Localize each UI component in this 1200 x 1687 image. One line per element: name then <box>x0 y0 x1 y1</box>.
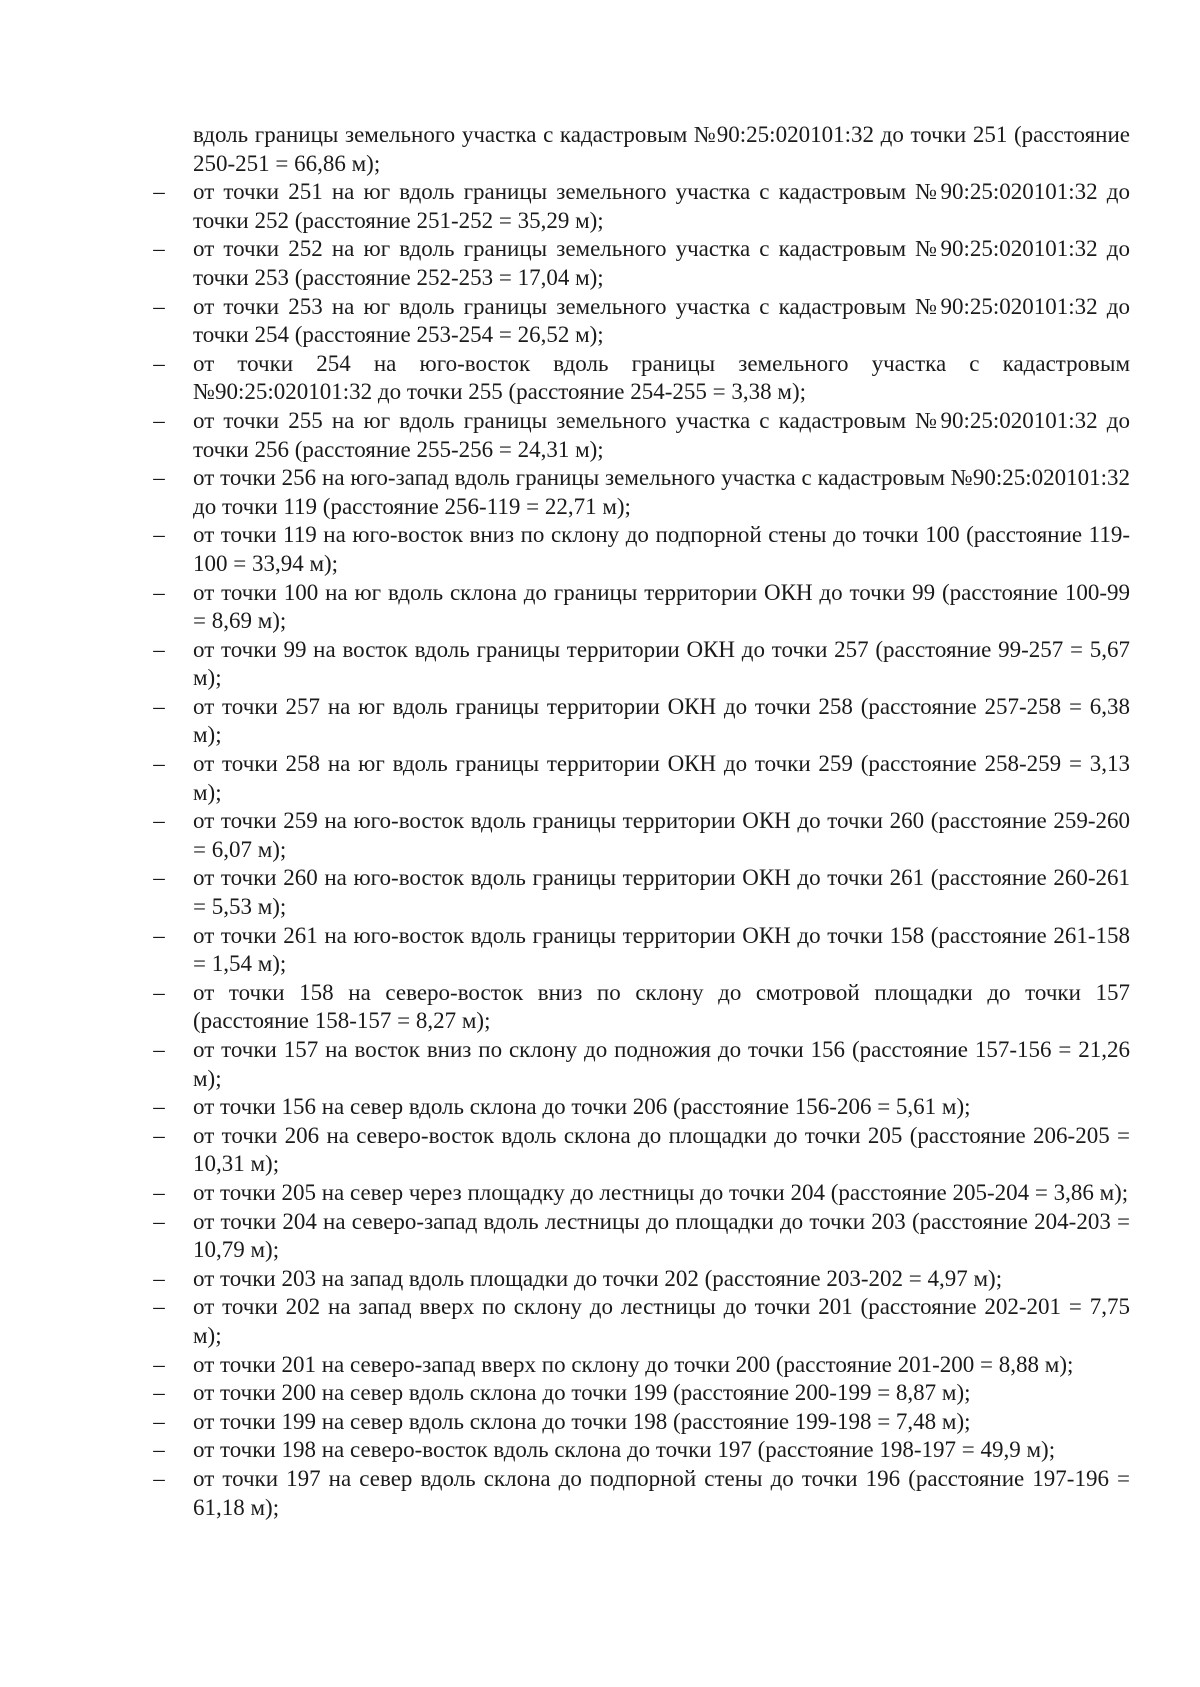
dash-bullet: – <box>153 922 165 948</box>
list-item-text: от точки 206 на северо-восток вдоль склона до площадки до точки 205 (расстояние 206-205 = 10,31 м); <box>193 1122 1130 1177</box>
list-item <box>153 1436 1130 1465</box>
list-item-text: от точки 258 на юг вдоль границы территории ОКН до точки 259 (расстояние 258-259 = 3,13 м); <box>193 751 1130 805</box>
list-item-text: от точки 197 на север вдоль склона до подпорной стены до точки 196 (расстояние 197-196 = 61,18 м); <box>193 1465 1130 1520</box>
dash-bullet: – <box>153 1037 165 1062</box>
dash-bullet: – <box>153 1094 165 1120</box>
list-item <box>153 1408 1130 1437</box>
list-item <box>153 922 1130 979</box>
list-item-text: от точки 198 на северо-восток вдоль склона до точки 197 (расстояние 198-197 = 49,9 м); <box>193 1437 1056 1463</box>
list-item-text: от точки 158 на северо-восток вниз по склону до смотровой площадки до точки 157 (расстояние 158-157 = 8,27 м); <box>193 979 1130 1034</box>
dash-bullet: – <box>153 1179 165 1205</box>
list-item <box>153 807 1130 864</box>
list-item-text: от точки 205 на север через площадку до лестницы до точки 204 (расстояние 205-204 = 3,86 м); <box>193 1179 1129 1205</box>
document-body <box>153 121 1130 1522</box>
boundary-description-list <box>153 178 1130 1522</box>
list-item <box>153 750 1130 807</box>
list-item <box>153 1293 1130 1350</box>
list-item-text: от точки 204 на северо-запад вдоль лестницы до площадки до точки 203 (расстояние 204-203 = 10,79 м); <box>193 1208 1130 1263</box>
dash-bullet: – <box>153 293 165 319</box>
list-item <box>153 1122 1130 1179</box>
list-item-text: от точки 253 на юг вдоль границы земельного участка с кадастровым №90:25:020101:32 до точки 254 (расстояние 253-254 = 26,52 м); <box>193 293 1130 348</box>
dash-bullet: – <box>153 1208 165 1234</box>
list-item <box>153 693 1130 750</box>
list-item-text: от точки 252 на юг вдоль границы земельного участка с кадастровым №90:25:020101:32 до точки 253 (расстояние 252-253 = 17,04 м); <box>193 236 1130 290</box>
dash-bullet: – <box>153 465 165 491</box>
list-item <box>153 1265 1130 1294</box>
list-item-text: от точки 201 на северо-запад вверх по склону до точки 200 (расстояние 201-200 = 8,88 м); <box>193 1351 1074 1377</box>
list-item <box>153 407 1130 464</box>
list-item <box>153 579 1130 636</box>
dash-bullet: – <box>153 579 165 605</box>
list-item <box>153 1379 1130 1408</box>
list-item <box>153 178 1130 235</box>
list-item-text: от точки 257 на юг вдоль границы территории ОКН до точки 258 (расстояние 257-258 = 6,38 м); <box>193 693 1130 748</box>
dash-bullet: – <box>153 1294 165 1320</box>
dash-bullet: – <box>153 979 165 1005</box>
list-item-text: от точки 254 на юго-восток вдоль границы земельного участка с кадастровым №90:25:020101:32 до точки 255 (расстояние 254-255 = 3,38 м); <box>193 350 1130 405</box>
list-item <box>153 1465 1130 1522</box>
list-item-text: от точки 202 на запад вверх по склону до лестницы до точки 201 (расстояние 202-201 = 7,75 м); <box>193 1294 1130 1348</box>
dash-bullet: – <box>153 865 165 891</box>
list-item-text: от точки 260 на юго-восток вдоль границы территории ОКН до точки 261 (расстояние 260-261 = 5,53 м); <box>193 865 1130 920</box>
dash-bullet: – <box>153 236 165 262</box>
dash-bullet: – <box>153 1408 165 1434</box>
list-item <box>153 1208 1130 1265</box>
list-item-text: от точки 157 на восток вниз по склону до подножия до точки 156 (расстояние 157-156 = 21,26 м); <box>193 1037 1130 1091</box>
list-item <box>153 350 1130 407</box>
dash-bullet: – <box>153 1437 165 1463</box>
dash-bullet: – <box>153 1380 165 1406</box>
dash-bullet: – <box>153 1265 165 1291</box>
list-item <box>153 1036 1130 1093</box>
list-item-text: от точки 255 на юг вдоль границы земельного участка с кадастровым №90:25:020101:32 до точки 256 (расстояние 255-256 = 24,31 м); <box>193 407 1130 462</box>
list-item-text: от точки 199 на север вдоль склона до точки 198 (расстояние 199-198 = 7,48 м); <box>193 1408 971 1434</box>
dash-bullet: – <box>153 350 165 376</box>
list-item-text: от точки 203 на запад вдоль площадки до точки 202 (расстояние 203-202 = 4,97 м); <box>193 1265 1003 1291</box>
dash-bullet: – <box>153 407 165 433</box>
list-item-text: от точки 251 на юг вдоль границы земельного участка с кадастровым №90:25:020101:32 до точки 252 (расстояние 251-252 = 35,29 м); <box>193 179 1130 233</box>
dash-bullet: – <box>153 636 165 662</box>
list-item <box>153 864 1130 921</box>
dash-bullet: – <box>153 1351 165 1377</box>
list-item-text: от точки 261 на юго-восток вдоль границы территории ОКН до точки 158 (расстояние 261-158 = 1,54 м); <box>193 922 1130 977</box>
dash-bullet: – <box>153 808 165 834</box>
list-item <box>153 464 1130 521</box>
dash-bullet: – <box>153 179 165 205</box>
list-item <box>153 235 1130 292</box>
list-item <box>153 636 1130 693</box>
list-item-text: от точки 119 на юго-восток вниз по склону до подпорной стены до точки 100 (расстояние 119-100 = 33,94 м); <box>193 522 1130 576</box>
dash-bullet: – <box>153 1122 165 1148</box>
dash-bullet: – <box>153 693 165 719</box>
list-item-text: от точки 100 на юг вдоль склона до границы территории ОКН до точки 99 (расстояние 100-99 = 8,69 м); <box>193 579 1130 634</box>
list-item <box>153 1351 1130 1380</box>
list-item-text: от точки 156 на север вдоль склона до точки 206 (расстояние 156-206 = 5,61 м); <box>193 1094 971 1120</box>
list-item <box>153 979 1130 1036</box>
dash-bullet: – <box>153 1465 165 1491</box>
list-item <box>153 521 1130 578</box>
list-item-text: от точки 259 на юго-восток вдоль границы территории ОКН до точки 260 (расстояние 259-260 = 6,07 м); <box>193 808 1130 862</box>
dash-bullet: – <box>153 751 165 777</box>
list-item <box>153 1179 1130 1208</box>
list-item-text: от точки 99 на восток вдоль границы территории ОКН до точки 257 (расстояние 99-257 = 5,67 м); <box>193 636 1130 691</box>
list-item <box>153 1093 1130 1122</box>
list-item <box>153 293 1130 350</box>
list-item-text: от точки 200 на север вдоль склона до точки 199 (расстояние 200-199 = 8,87 м); <box>193 1380 971 1406</box>
dash-bullet: – <box>153 522 165 548</box>
intro-paragraph: вдоль границы земельного участка с кадастровым №90:25:020101:32 до точки 251 (расстояние 250-251 = 66,86 м); <box>193 122 1130 176</box>
list-item-text: от точки 256 на юго-запад вдоль границы земельного участка с кадастровым №90:25:020101:32 до точки 119 (расстояние 256-119 = 22,71 м); <box>193 465 1130 519</box>
